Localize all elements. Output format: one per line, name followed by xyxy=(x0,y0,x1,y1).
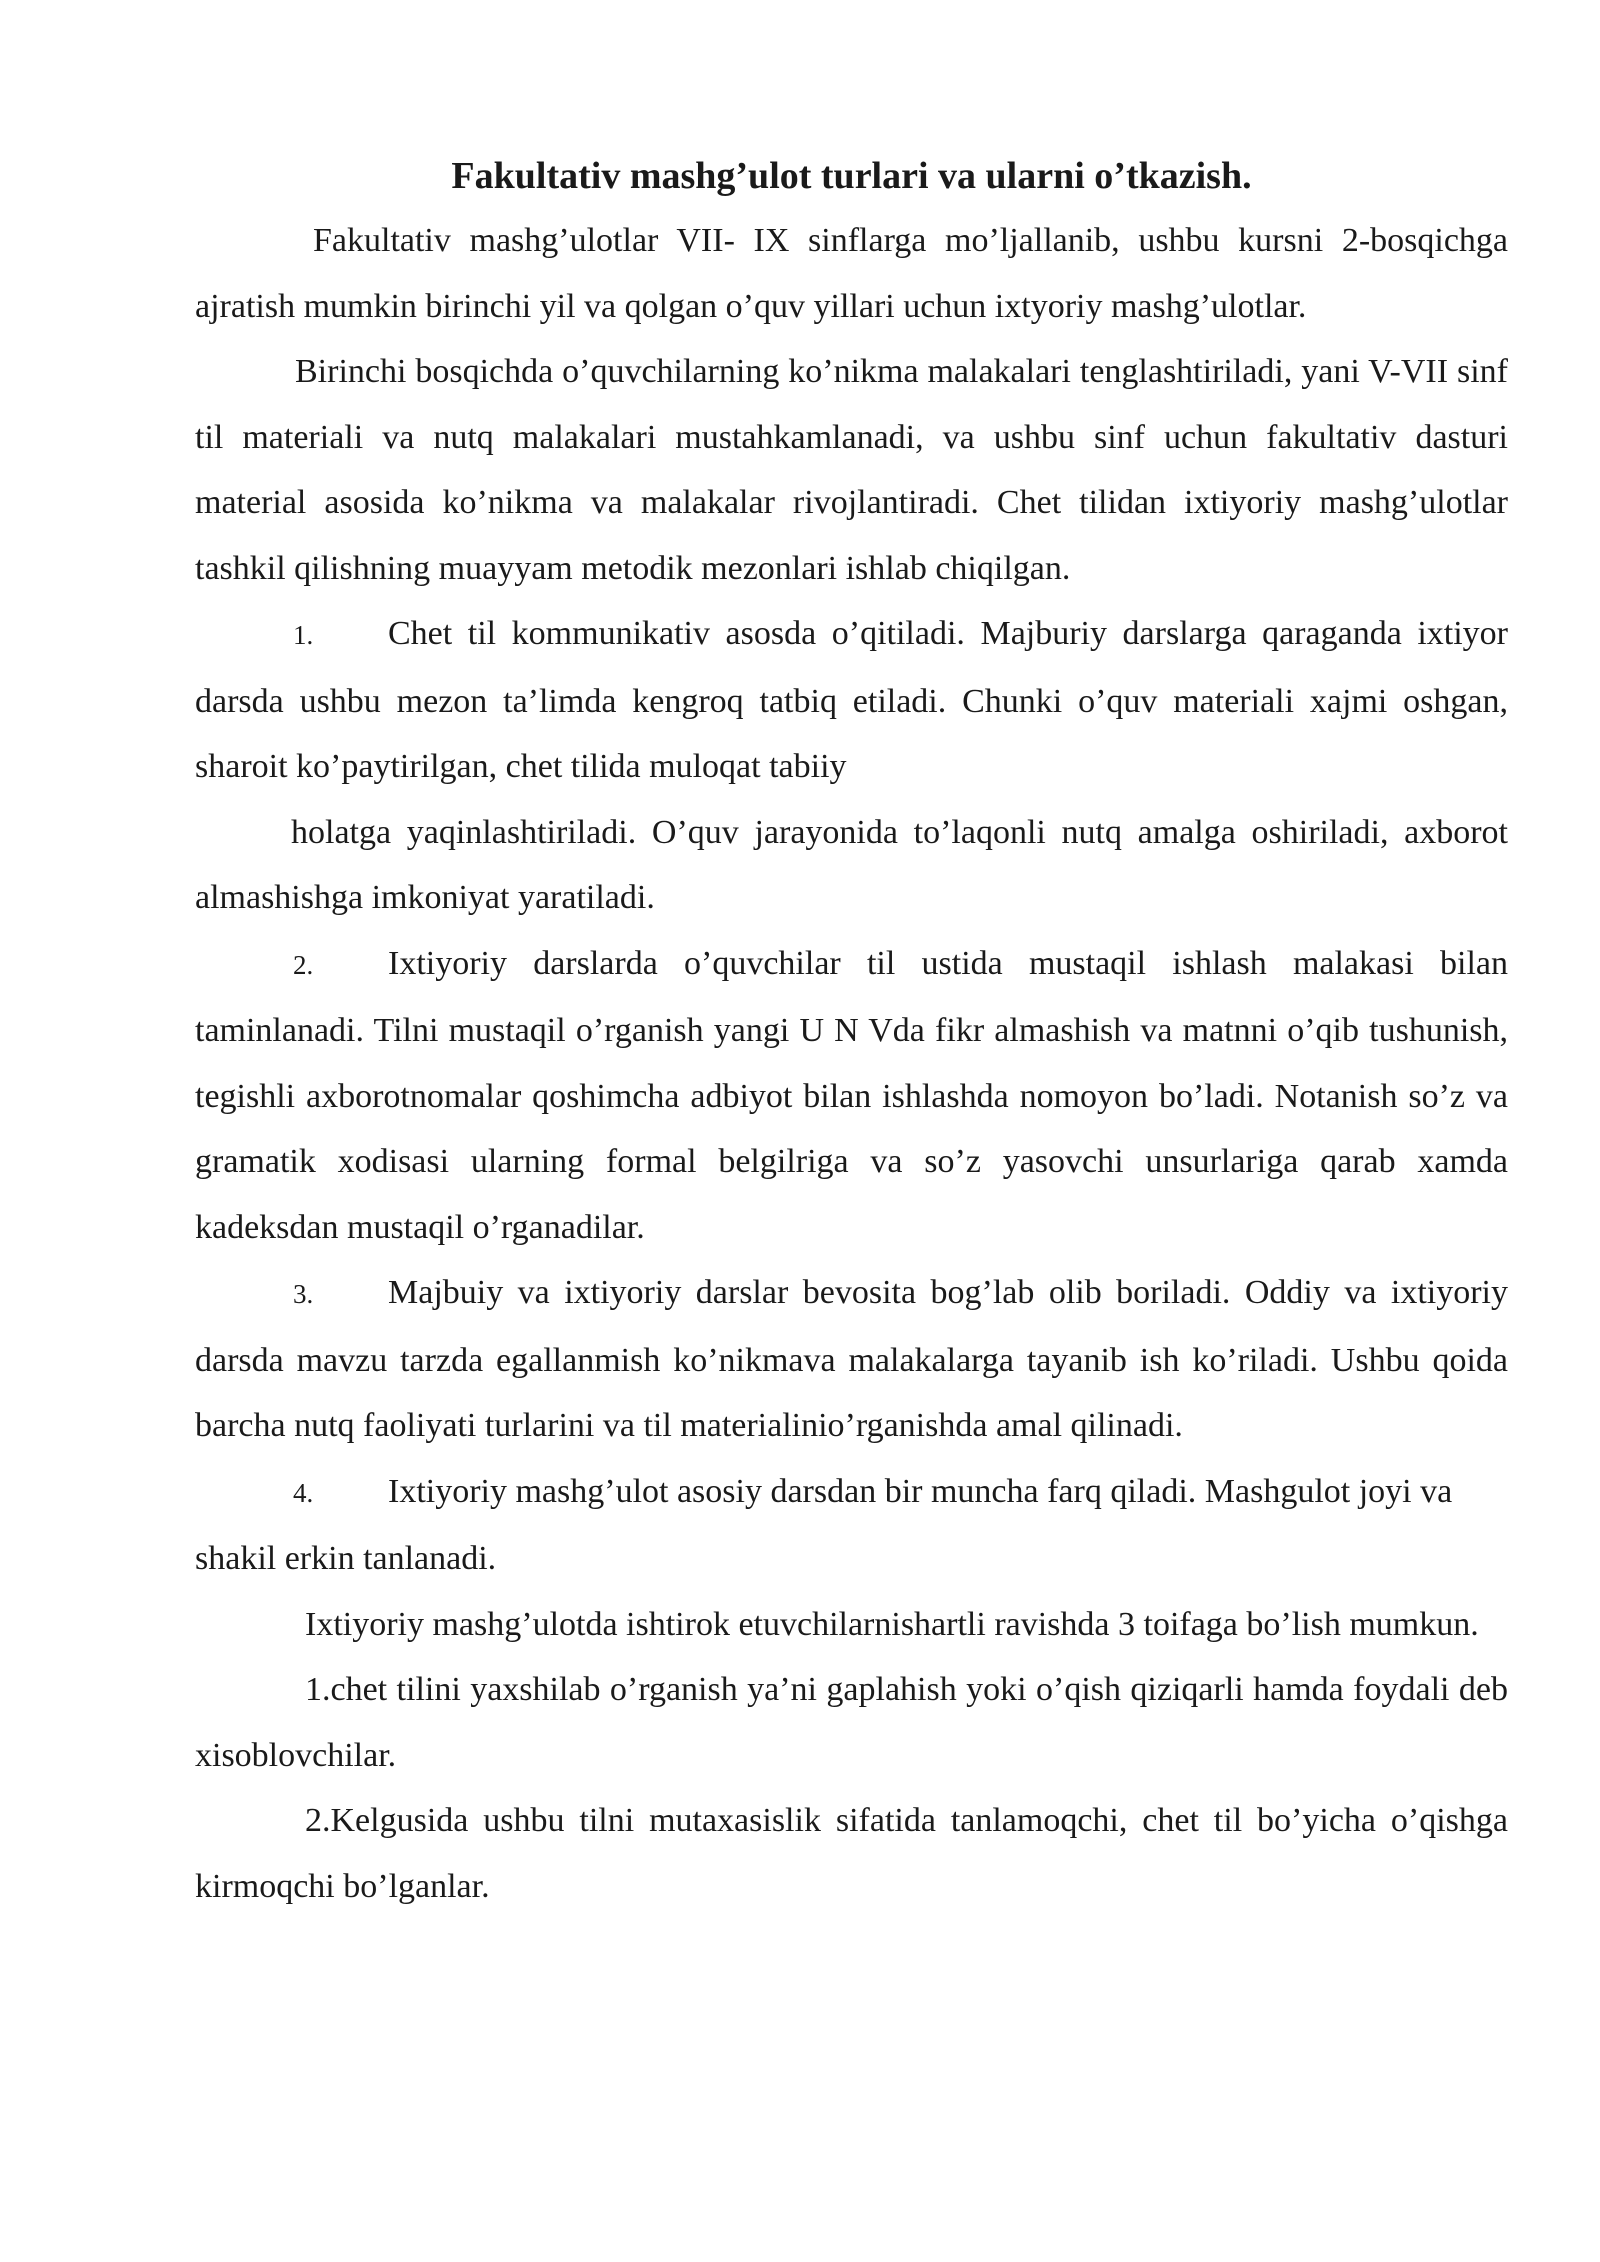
category-paragraph: 2.Kelgusida ushbu tilni mutaxasislik sifatida tanlamoqchi, chet til bo’yicha o’qishga kirmoqchi bo’lganlar. xyxy=(195,1802,1508,1905)
category-paragraph: 1.chet tilini yaxshilab o’rganish ya’ni gaplahish yoki o’qish qiziqarli hamda foydali deb xisoblovchilar. xyxy=(195,1671,1508,1774)
list-item-number: 4. xyxy=(293,1477,314,1508)
list-item xyxy=(195,1459,1508,1592)
document-title: Fakultativ mashg’ulot turlari va ularni o’tkazish. xyxy=(451,155,1252,197)
list-item xyxy=(195,1260,1508,1459)
stage-paragraph: Birinchi bosqichda o’quvchilarning ko’nikma malakalari tenglashtiriladi, yani V-VII sinf til materiali va nutq malakalari mustahkamlanadi, va ushbu sinf uchun fakultativ dasturi material asosida ko’nikma va malakalar rivojlantiradi. Chet tilidan ixtiyoriy mashg’ulotlar tashkil qilishning muayyam metodik mezonlari ishlab chiqilgan. xyxy=(195,353,1508,587)
list-item-continuation: holatga yaqinlashtiriladi. O’quv jarayonida to’laqonli nutq amalga oshiriladi, axborot almashishga imkoniyat yaratiladi. xyxy=(195,813,1508,916)
document-page xyxy=(195,148,1508,1919)
list-item-number: 2. xyxy=(293,949,314,980)
intro-paragraph: Fakultativ mashg’ulotlar VII- IX sinflarga mo’ljallanib, ushbu kursni 2-bosqichga ajratish mumkin birinchi yil va qolgan o’quv yillari uchun ixtyoriy mashg’ulotlar. xyxy=(195,222,1508,325)
list-item xyxy=(195,931,1508,1261)
list-item-text: Ixtiyoriy darslarda o’quvchilar til ustida mustaqil ishlash malakasi bilan taminlanadi. Tilni mustaqil o’rganish yangi U N Vda fikr almashish va matnni o’qib tushunish, tegishli axborotnomalar qoshimcha adbiyot bilan ishlashda nomoyon bo’ladi. Notanish so’z va gramatik xodisasi ularning formal belgilriga va so’z yasovchi unsurlariga qarab xamda kadeksdan mustaqil o’rganadilar. xyxy=(195,944,1508,1246)
participants-paragraph: Ixtiyoriy mashg’ulotda ishtirok etuvchilarnishartli ravishda 3 toifaga bo’lish mumkun. xyxy=(305,1605,1479,1643)
list-item-number: 1. xyxy=(293,620,314,650)
list-item-text: Ixtiyoriy mashg’ulot asosiy darsdan bir muncha farq qiladi. Mashgulot joyi va shakil erkin tanlanadi. xyxy=(195,1472,1453,1577)
list-item-text: Chet til kommunikativ asosda o’qitiladi. Majburiy darslarga qaraganda ixtiyor darsda ushbu mezon ta’limda kengroq tatbiq etiladi. Chunki o’quv materiali xajmi oshgan, sharoit ko’paytirilgan, chet tilida muloqat tabiiy xyxy=(195,615,1508,785)
list-item-number: 3. xyxy=(293,1279,314,1309)
list-item-text: Majbuiy va ixtiyoriy darslar bevosita bog’lab olib boriladi. Oddiy va ixtiyoriy darsda mavzu tarzda egallanmish ko’nikmava malakalarga tayanib ish ko’riladi. Ushbu qoida barcha nutq faoliyati turlarini va til materialinio’rganishda amal qilinadi. xyxy=(195,1274,1508,1444)
list-item xyxy=(195,601,1508,800)
